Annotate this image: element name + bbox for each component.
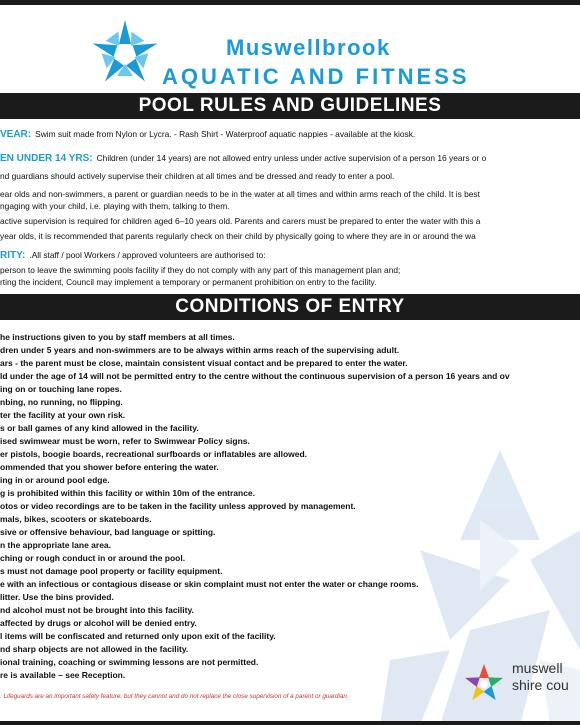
condition-item: er pistols, boogie boards, recreational surfboards or inflatables are allowed. bbox=[0, 449, 308, 459]
condition-item: g is prohibited within this facility or within 10m of the entrance. bbox=[0, 488, 256, 498]
condition-item: ised swimwear must be worn, refer to Swimwear Policy signs. bbox=[0, 436, 250, 446]
rule-heading: EN UNDER 14 YRS: bbox=[0, 153, 93, 164]
rule-text: nd guardians should actively supervise their children at all times and be dressed and ready to enter a pool. bbox=[0, 171, 395, 181]
condition-item: ars - the parent must be close, maintain consistent visual contact and be prepared to enter the water. bbox=[0, 358, 408, 368]
rule-text: Children (under 14 years) are not allowed entry unless under active supervision of a person 16 years or o bbox=[96, 153, 487, 163]
condition-item: e with an infectious or contagious disease or skin complaint must not enter the water or change rooms. bbox=[0, 579, 419, 589]
rule-text: year olds, it is recommended that parents regularly check on their child by physically going to where they are in or around the wa bbox=[0, 231, 476, 241]
condition-item: re is available – see Reception. bbox=[0, 670, 126, 680]
condition-item: nbing, no running, no flipping. bbox=[0, 397, 123, 407]
pool-rules-title: POOL RULES AND GUIDELINES bbox=[0, 93, 580, 119]
condition-item: mals, bikes, scooters or skateboards. bbox=[0, 514, 152, 524]
council-name-line2: shire cou bbox=[512, 677, 569, 693]
rule-text: .All staff / pool Workers / approved volunteers are authorised to: bbox=[29, 250, 266, 260]
pool-rules-section bbox=[0, 121, 580, 291]
rule-line bbox=[0, 171, 394, 181]
condition-item: ional training, coaching or swimming lessons are not permitted. bbox=[0, 657, 259, 667]
condition-item: nd alcohol must not be brought into this facility. bbox=[0, 605, 194, 615]
condition-item: dren under 5 years and non-swimmers are to be always within arms reach of the supervising adult. bbox=[0, 345, 400, 355]
condition-item: sive or offensive behaviour, bad language or spitting. bbox=[0, 527, 216, 537]
condition-item: ing on or touching lane ropes. bbox=[0, 384, 122, 394]
condition-item: ld under the age of 14 will not be permitted entry to the centre without the continuous supervision of a person 16 years and ov bbox=[0, 371, 510, 381]
brand-name-line1: Muswellbrook bbox=[226, 35, 391, 60]
rule-line bbox=[0, 277, 376, 287]
condition-item: otos or video recordings are to be taken in the facility unless approved by management. bbox=[0, 501, 356, 511]
rule-heading: VEAR: bbox=[0, 129, 32, 140]
rule-line bbox=[0, 129, 415, 140]
condition-item: s or ball games of any kind allowed in the facility. bbox=[0, 423, 199, 433]
condition-item: nd sharp objects are not allowed in the facility. bbox=[0, 644, 189, 654]
rule-text: rting the incident, Council may implement a temporary or permanent prohibition on entry to the facility. bbox=[0, 277, 377, 287]
condition-item: affected by drugs or alcohol will be denied entry. bbox=[0, 618, 197, 628]
condition-item: ter the facility at your own risk. bbox=[0, 410, 126, 420]
condition-item: ing in or around pool edge. bbox=[0, 475, 110, 485]
rule-heading: RITY: bbox=[0, 250, 26, 261]
rule-text: person to leave the swimming pools facility if they do not comply with any part of this management plan and; bbox=[0, 265, 401, 275]
aquatic-star-logo-icon bbox=[93, 16, 157, 88]
condition-item: s must not damage pool property or facility equipment. bbox=[0, 566, 223, 576]
rule-line bbox=[0, 189, 480, 199]
rule-line bbox=[0, 231, 476, 241]
rule-text: ngaging with your child, i.e. playing with them, talking to them. bbox=[0, 201, 230, 211]
header bbox=[0, 5, 580, 91]
council-name-line1: muswell bbox=[512, 660, 563, 676]
rule-line bbox=[0, 265, 400, 275]
rule-line bbox=[0, 216, 480, 226]
rule-text: active supervision is required for children aged 6–10 years old. Parents and carers must be prepared to enter the water with this a bbox=[0, 216, 481, 226]
rule-line bbox=[0, 201, 230, 211]
condition-item: ching or rough conduct in or around the pool. bbox=[0, 553, 186, 563]
rule-text: ear olds and non-swimmers, a parent or guardian needs to be in the water at all times and within arms reach of the child. It is best bbox=[0, 189, 480, 199]
lifeguard-footnote: : Lifeguards are an important safety feature, but they cannot and do not replace the close supervision of a parent or guardian. bbox=[0, 693, 349, 700]
conditions-of-entry-title: CONDITIONS OF ENTRY bbox=[0, 294, 580, 320]
condition-item: he instructions given to you by staff members at all times. bbox=[0, 332, 235, 342]
condition-item: ommended that you shower before entering the water. bbox=[0, 462, 219, 472]
rule-line bbox=[0, 250, 266, 261]
rule-line bbox=[0, 153, 486, 164]
condition-item: litter. Use the bins provided. bbox=[0, 592, 114, 602]
bottom-border bbox=[0, 721, 580, 725]
condition-item: n the appropriate lane area. bbox=[0, 540, 112, 550]
condition-item: l items will be confiscated and returned only upon exit of the facility. bbox=[0, 631, 276, 641]
brand-name-line2: AQUATIC AND FITNESS bbox=[162, 64, 470, 89]
rule-text: Swim suit made from Nylon or Lycra. - Rash Shirt - Waterproof aquatic nappies - available at the kiosk. bbox=[35, 129, 416, 139]
